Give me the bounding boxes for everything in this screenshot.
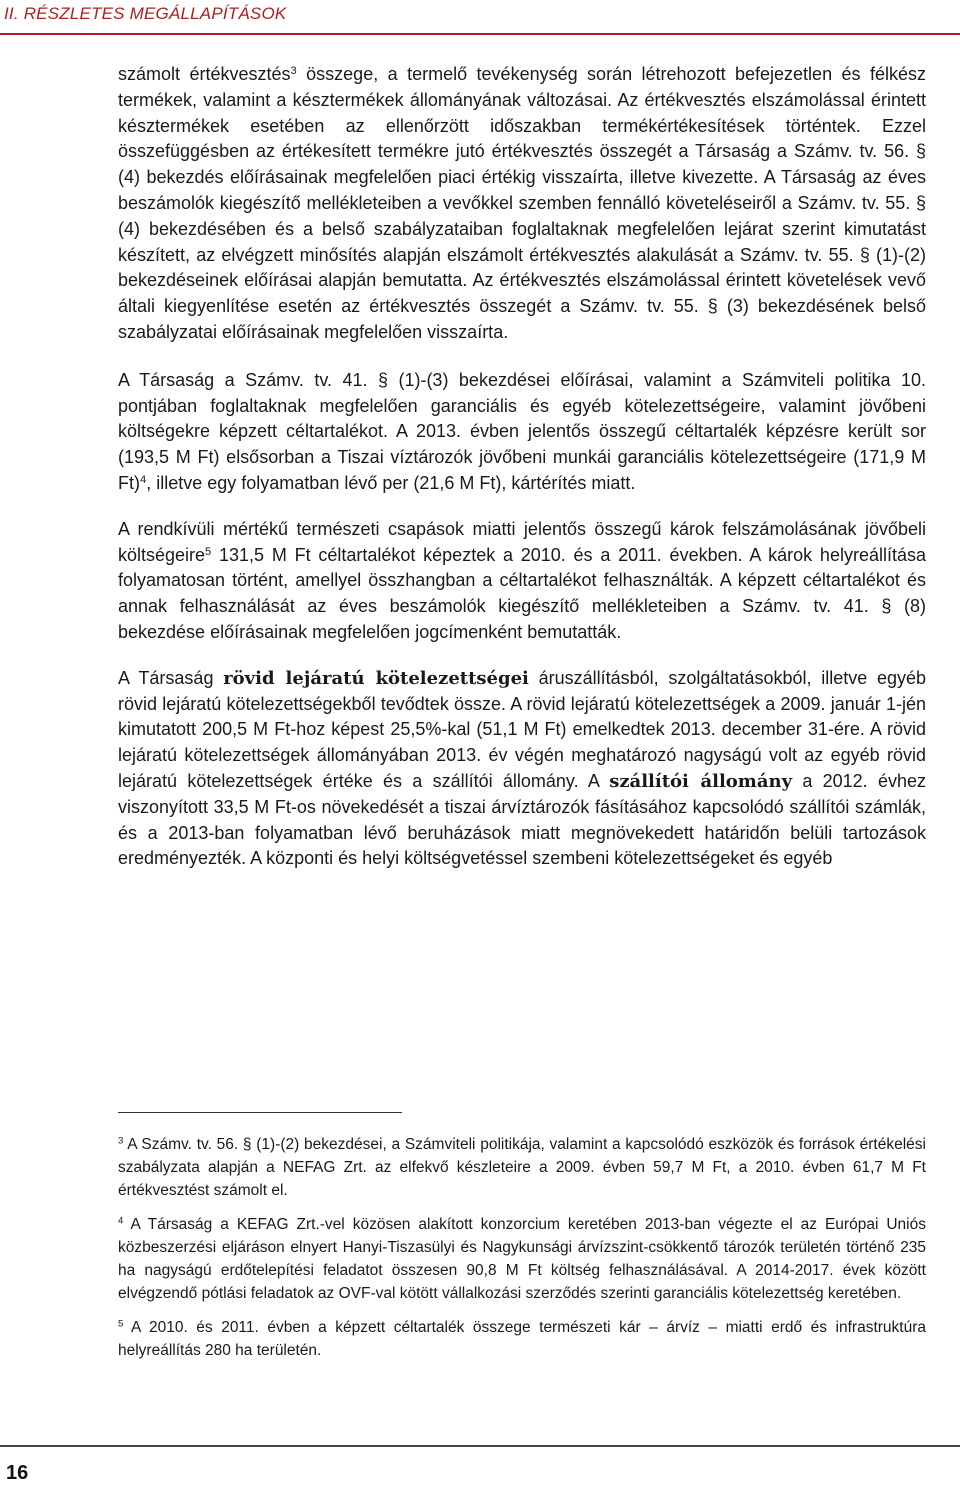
footnote-text: A Társaság a KEFAG Zrt.-vel közösen alakított konzorcium keretében 2013-ban végezte el az Európai Uniós közbeszerzési eljáráson elnyert Hanyi-Tiszasülyi és Nagykunsági árvízszint-csökkentő tározók területén történő 235 ha nagyságú erdőtelepítési feladatot összesen 90,8 M Ft költség felhasználásával. A 2014-2017. évek között elvégzendő pótlási feladatok az OVF-val kötött vállalkozási szerződés szerinti garanciális kötelezettség keretében. bbox=[118, 1216, 926, 1302]
bold-term: szállítói állomány bbox=[609, 770, 793, 792]
paragraph-valuation bbox=[118, 62, 926, 346]
footnote-item bbox=[118, 1133, 926, 1202]
footnote-mark: 3 bbox=[118, 1135, 124, 1147]
paragraph-short-term-liabilities bbox=[118, 666, 926, 872]
text-run: áruszállításból, szolgáltatásokból, illetve egyéb rövid lejáratú kötelezettségekből tevődtek össze. A rövid lejáratú kötelezettségek a 2009. január 1-jén kimutatott 200,5 M Ft-hoz képest 25,5%-kal (51,1 M Ft) emelkedtek 2013. december 31-ére. A rövid lejáratú kötelezettségek állományában 2013. év végén meghatározó nagyságú volt az egyéb rövid lejáratú kötelezettségek értéke és a szállítói állomány. A bbox=[118, 667, 926, 791]
footnote-ref: 4 bbox=[140, 473, 147, 486]
text-run: összege, a termelő tevékenység során létrehozott befejezetlen és félkész termékek, valamint a késztermékek állományának változásai. Az értékvesztés elszámolással érintett késztermékek esetében az ellenőrzött időszakban termékértékesítések történtek. Ezzel összefüggésben az értékesített termékre jutó értékvesztés összegét a Társaság a Számv. tv. 56. § (4) bekezdés előírásainak megfelelően piaci értékig visszaírta, illetve kivezette. A Társaság az éves beszámolók kiegészítő mellékleteiben a vevőkkel szemben fennálló követeléseiről a Számv. tv. 55. § (4) bekezdésében és a belső szabályzataiban foglaltaknak megfelelően lejárat szerint kimutatást készített, az elvégzett minősítés alapján elszámolt értékvesztés alakulását a Számv. tv. 55. § (1)-(2) bekezdéseinek előírásai alapján bemutatta. Az értékvesztés elszámolással érintett követelések vevő általi kiegyenlítése esetén az értékvesztés összegét a Számv. tv. 55. § (3) bekezdésének belső szabályzatai előírásainak megfelelően visszaírta. bbox=[118, 64, 926, 342]
header-rule bbox=[0, 33, 960, 35]
paragraph-natural-disasters bbox=[118, 517, 926, 646]
footnote-mark: 5 bbox=[118, 1318, 124, 1330]
footnote-mark: 4 bbox=[118, 1215, 124, 1227]
bold-term: rövid lejáratú kötelezettségei bbox=[223, 667, 529, 689]
page-number: 16 bbox=[6, 1462, 29, 1484]
text-run: , illetve egy folyamatban lévő per (21,6 M Ft), kártérítés miatt. bbox=[146, 472, 636, 493]
footnotes bbox=[118, 1133, 926, 1373]
footnote-text: A Számv. tv. 56. § (1)-(2) bekezdései, a Számviteli politikája, valamint a kapcsolódó eszközök és források értékelési szabályzata alapján a NEFAG Zrt. az elfekvő készleteire a 2009. évben 59,7 M Ft, a 2010. évben 61,7 M Ft értékvesztést számolt el. bbox=[118, 1136, 926, 1199]
footnote-text: A 2010. és 2011. évben a képzett céltartalék összege természeti kár – árvíz – miatti erdő és infrastruktúra helyreállítás 280 ha területén. bbox=[118, 1319, 926, 1359]
text-run: 131,5 M Ft céltartalékot képeztek a 2010. és a 2011. években. A károk helyreállítása folyamatosan történt, amellyel összhangban a céltartalékot felhasználták. A képzett céltartalékot és annak felhasználását az éves beszámolók kiegészítő mellékleteiben a Számv. tv. 41. § (8) bekezdése előírásainak megfelelően jogcímenként bemutatták. bbox=[118, 544, 926, 642]
footer-rule bbox=[0, 1445, 960, 1447]
paragraph-provisions bbox=[118, 368, 926, 497]
text-run: A Társaság a Számv. tv. 41. § (1)-(3) bekezdései előírásai, valamint a Számviteli politika 10. pontjában foglaltaknak megfelelően garanciális és egyéb kötelezettségeire, valamint jövőbeni költségekre képzett céltartalékot. A 2013. évben jelentős összegű céltartalék képzésre került sor (193,5 M Ft) elsősorban a Tiszai víztározók jövőbeni munkái garanciális kötelezettségeire (171,9 M Ft) bbox=[118, 369, 926, 493]
footnote-item bbox=[118, 1213, 926, 1305]
footnote-ref: 3 bbox=[290, 64, 297, 77]
footnote-separator bbox=[118, 1112, 402, 1113]
footnote-item bbox=[118, 1316, 926, 1362]
text-run: A rendkívüli mértékű természeti csapások miatti jelentős összegű károk felszámolásának jövőbeli költségeire bbox=[118, 518, 926, 565]
main-text bbox=[118, 62, 926, 892]
text-run: a 2012. évhez viszonyított 33,5 M Ft-os növekedését a tiszai árvíztározók fásításához kapcsolódó szállítói számlák, és a 2013-ban folyamatban lévő beruházások miatt megnövekedett határidőn belüli tartozások eredményezték. A központi és helyi költségvetéssel szembeni kötelezettségeket és egyéb bbox=[118, 770, 926, 869]
running-header: II. RÉSZLETES MEGÁLLAPÍTÁSOK bbox=[4, 4, 287, 23]
text-run: számolt értékvesztés bbox=[118, 64, 291, 84]
text-run: A Társaság bbox=[118, 667, 224, 688]
footnote-ref: 5 bbox=[205, 545, 212, 558]
